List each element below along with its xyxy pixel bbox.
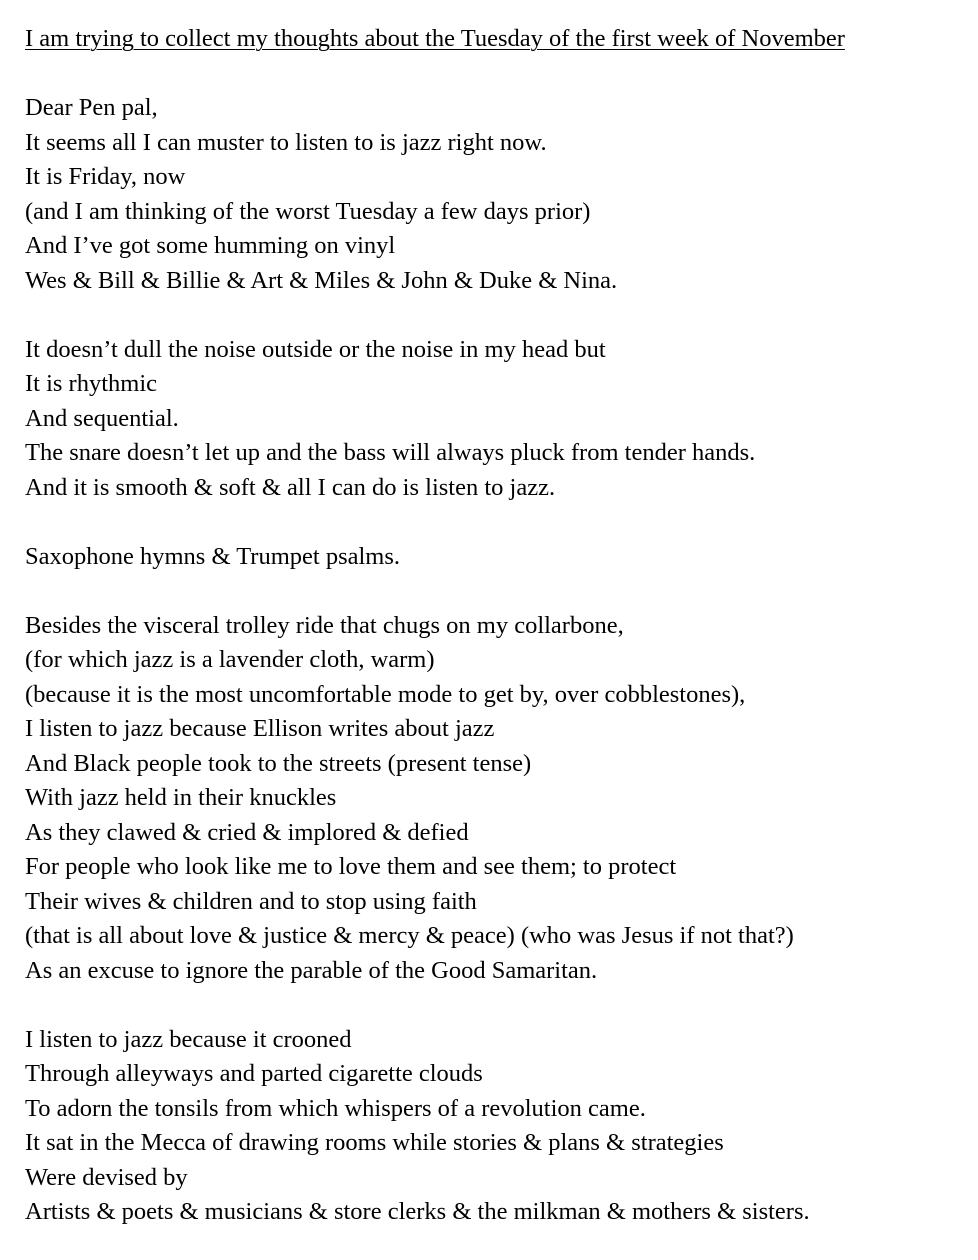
poem-line: Besides the visceral trolley ride that chugs on my collarbone, (25, 611, 624, 639)
poem-line: Dear Pen pal, (25, 94, 158, 121)
poem-line: It seems all I can muster to listen to is jazz right now. (25, 128, 547, 156)
poem-line: As they clawed & cried & implored & defied (25, 818, 469, 846)
document-page (25, 22, 965, 1230)
poem-line: Artists & poets & musicians & store clerks & the milkman & mothers & sisters. (25, 1198, 810, 1225)
poem-line: Wes & Bill & Billie & Art & Miles & John & Duke & Nina. (25, 266, 618, 294)
poem-line: And I’ve got some humming on vinyl (25, 232, 396, 259)
poem-line: And it is smooth & soft & all I can do is listen to jazz. (25, 473, 556, 501)
poem-line: The snare doesn’t let up and the bass will always pluck from tender hands. (25, 439, 756, 466)
poem-line: Their wives & children and to stop using faith (25, 887, 477, 915)
stanza-5 (25, 1023, 965, 1230)
poem-line: Were devised by (25, 1163, 188, 1191)
poem-line: Saxophone hymns & Trumpet psalms. (25, 542, 401, 570)
poem-line: (that is all about love & justice & mercy & peace) (who was Jesus if not that?) (25, 922, 794, 949)
poem-line: It doesn’t dull the noise outside or the noise in my head but (25, 335, 606, 363)
poem-line: (for which jazz is a lavender cloth, warm) (25, 646, 435, 673)
poem-line: Through alleyways and parted cigarette clouds (25, 1060, 483, 1087)
poem-line: It is rhythmic (25, 370, 158, 397)
stanza-1 (25, 91, 965, 298)
poem-line: With jazz held in their knuckles (25, 784, 337, 811)
poem-line: I listen to jazz because Ellison writes about jazz (25, 715, 495, 742)
poem-line: To adorn the tonsils from which whispers of a revolution came. (25, 1094, 646, 1122)
poem-line: For people who look like me to love them and see them; to protect (25, 853, 677, 880)
stanza-4 (25, 609, 965, 989)
document-title: I am trying to collect my thoughts about the Tuesday of the first week of November (25, 25, 845, 52)
stanza-2 (25, 333, 965, 506)
poem-line: I listen to jazz because it crooned (25, 1025, 352, 1053)
poem-line: (because it is the most uncomfortable mode to get by, over cobblestones), (25, 680, 746, 708)
poem-line: It sat in the Mecca of drawing rooms while stories & plans & strategies (25, 1129, 724, 1156)
poem-line: And Black people took to the streets (present tense) (25, 749, 532, 777)
stanza-3 (25, 540, 965, 575)
poem-line: As an excuse to ignore the parable of the Good Samaritan. (25, 956, 598, 984)
poem-line: (and I am thinking of the worst Tuesday a few days prior) (25, 197, 591, 225)
poem-line: And sequential. (25, 404, 179, 432)
poem-line: It is Friday, now (25, 163, 186, 190)
